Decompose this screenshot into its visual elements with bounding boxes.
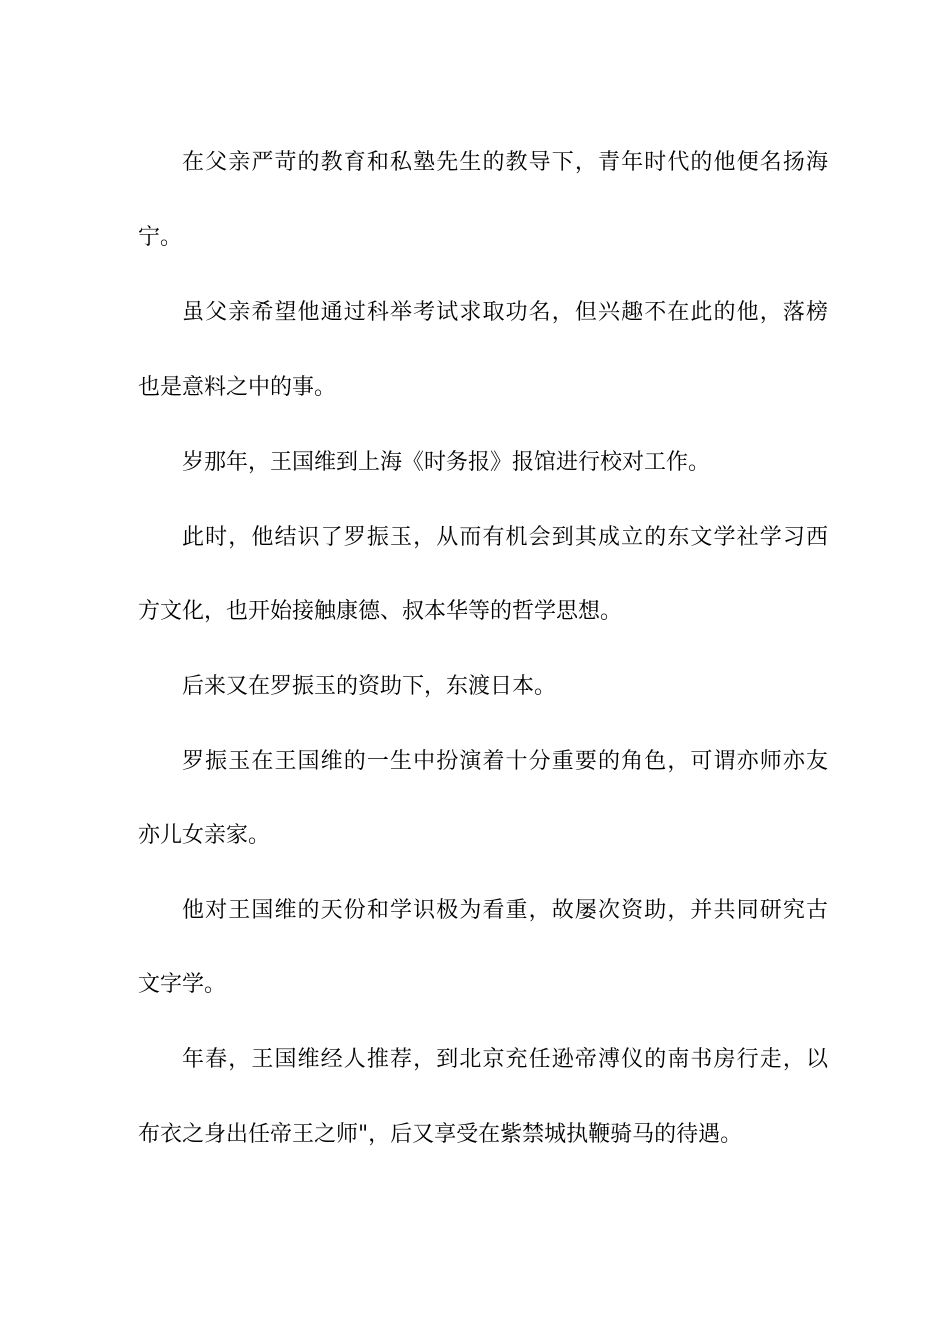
paragraph-1-line-2: 宁。	[138, 225, 183, 250]
paragraph-7-line-1: 他对王国维的天份和学识极为看重，故屡次资助，并共同研究古	[182, 898, 828, 923]
paragraph-7-line-2: 文字学。	[138, 972, 227, 997]
paragraph-5-line-1: 后来又在罗振玉的资助下，东渡日本。	[182, 674, 557, 699]
paragraph-3-line-1: 岁那年，王国维到上海《时务报》报馆进行校对工作。	[182, 450, 711, 475]
paragraph-4-line-2: 方文化，也开始接触康德、叔本华等的哲学思想。	[138, 599, 623, 624]
paragraph-2-line-1: 虽父亲希望他通过科举考试求取功名，但兴趣不在此的他，落榜	[182, 300, 828, 325]
paragraph-4-line-1: 此时，他结识了罗振玉，从而有机会到其成立的东文学社学习西	[182, 525, 828, 550]
paragraph-1-line-1: 在父亲严苛的教育和私塾先生的教导下，青年时代的他便名扬海	[182, 150, 828, 175]
paragraph-8-line-2: 布衣之身出任帝王之师"，后又享受在紫禁城执鞭骑马的待遇。	[138, 1122, 743, 1147]
paragraph-8-line-1: 年春，王国维经人推荐，到北京充任逊帝溥仪的南书房行走，以	[182, 1047, 828, 1072]
paragraph-2-line-2: 也是意料之中的事。	[138, 375, 337, 400]
paragraph-6-line-1: 罗振玉在王国维的一生中扮演着十分重要的角色，可谓亦师亦友	[182, 749, 828, 774]
paragraph-6-line-2: 亦儿女亲家。	[138, 823, 271, 848]
